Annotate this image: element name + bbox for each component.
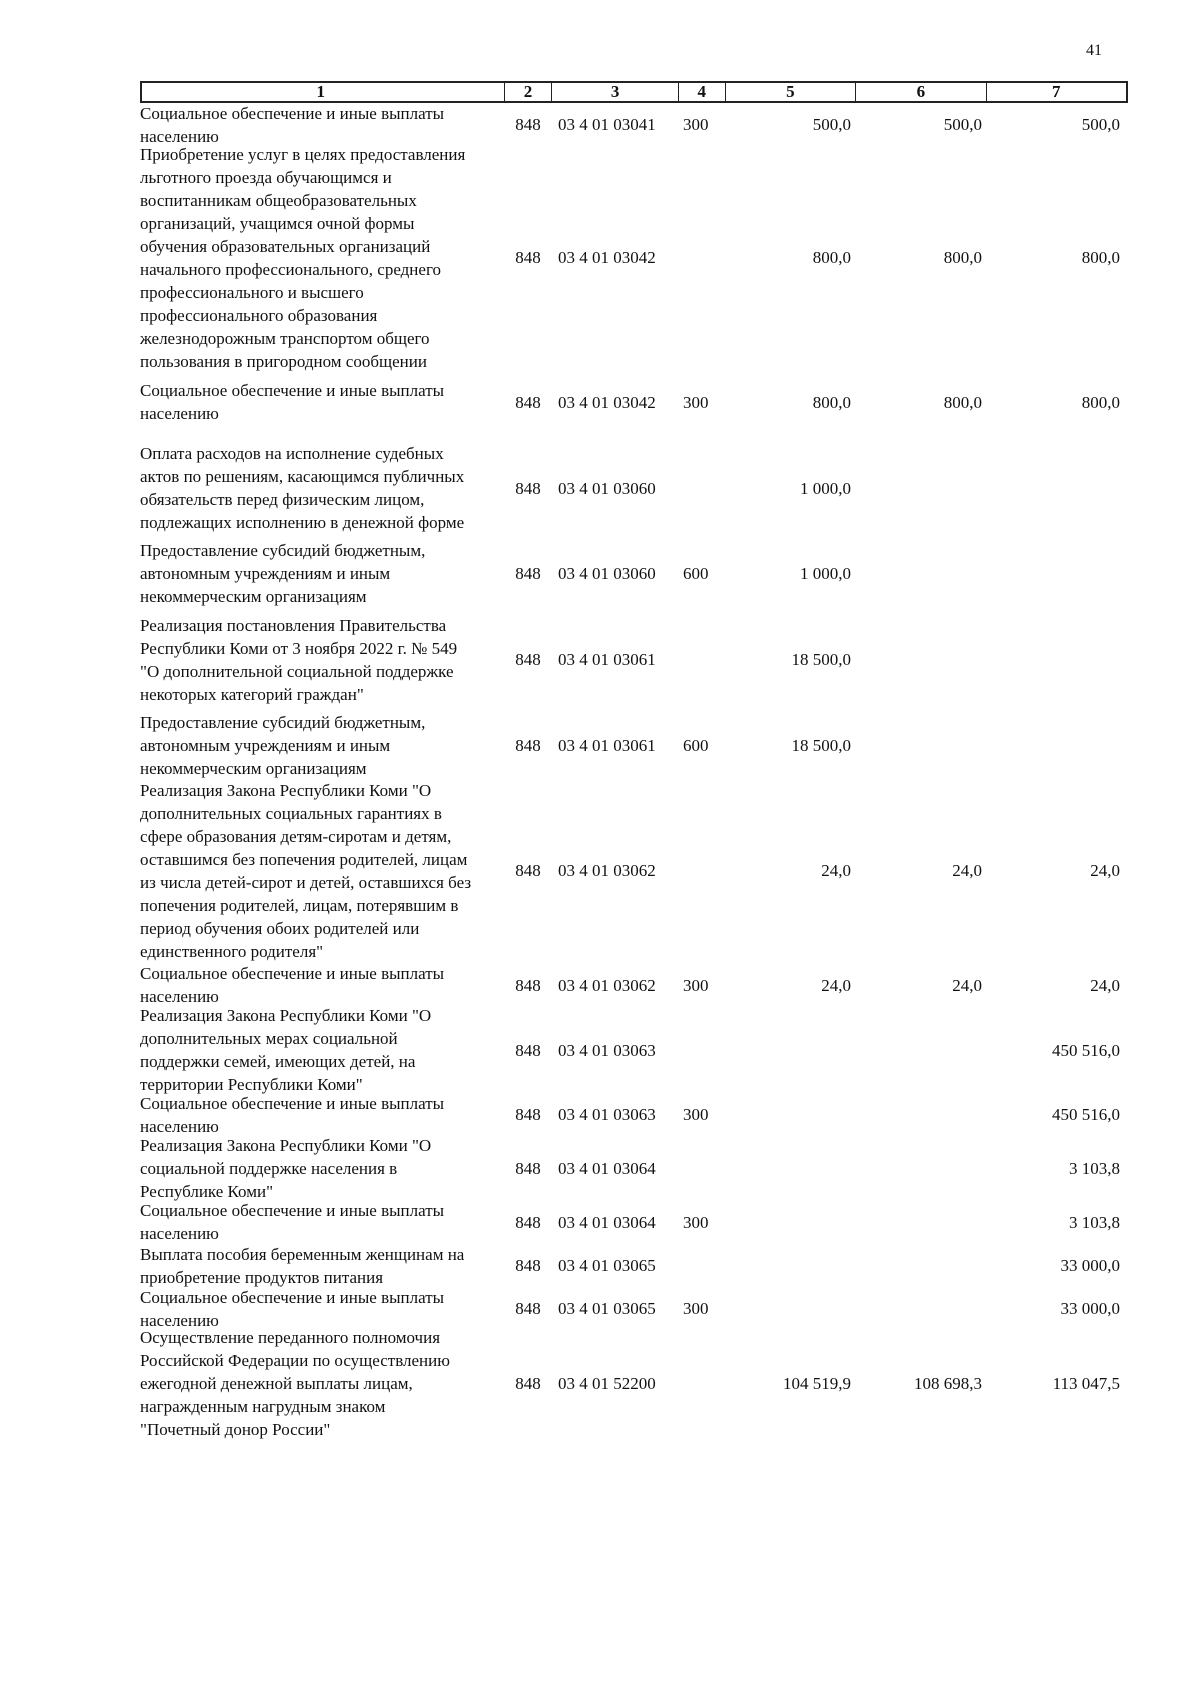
row-cell-c2: 848 bbox=[515, 975, 541, 995]
table-body bbox=[140, 103, 1128, 1437]
row-cell-c2: 848 bbox=[515, 1040, 541, 1060]
row-description: Предоставление субсидий бюджетным, автономным учреждениям и иным некоммерческим организациям bbox=[140, 713, 426, 778]
row-description: Реализация Закона Республики Коми "О социальной поддержке населения в Республике Коми" bbox=[140, 1135, 432, 1201]
row-description: Реализация постановления Правительства Республики Коми от 3 ноября 2022 г. № 549 "О дополнительной социальной поддержке некоторых категорий граждан" bbox=[140, 615, 458, 704]
table-row bbox=[140, 146, 1128, 369]
row-cell-c3: 03 4 01 03062 bbox=[558, 975, 656, 995]
table-row bbox=[140, 103, 1128, 146]
row-cell-c2: 848 bbox=[515, 478, 541, 498]
row-cell-c6: 500,0 bbox=[943, 115, 982, 134]
row-cell-c3: 03 4 01 03063 bbox=[558, 1040, 656, 1060]
row-cell-c2: 848 bbox=[515, 115, 541, 134]
row-cell-c7: 3 103,8 bbox=[1069, 1158, 1120, 1178]
table-header bbox=[140, 81, 1128, 103]
row-cell-c4: 600 bbox=[683, 564, 709, 583]
row-cell-c7: 3 103,8 bbox=[1069, 1212, 1120, 1232]
header-col-3: 3 bbox=[552, 83, 678, 101]
table-row bbox=[140, 606, 1128, 713]
table-row bbox=[140, 369, 1128, 435]
row-cell-c5: 800,0 bbox=[812, 392, 851, 412]
row-cell-c3: 03 4 01 03041 bbox=[558, 115, 656, 134]
row-cell-c5: 104 519,9 bbox=[783, 1374, 851, 1393]
row-description: Приобретение услуг в целях предоставления льготного проезда обучающимся и воспитанникам общеобразовательных организаций, учащимся очной формы обучения образовательных организаций начального профессионального, среднего профессионального и высшего профессионального образования железнодорожным транспортом общего пользования в пригородном сообщении bbox=[140, 144, 466, 371]
table-row bbox=[140, 541, 1128, 606]
row-cell-c5: 18 500,0 bbox=[791, 650, 851, 669]
page-number: 41 bbox=[1086, 42, 1102, 59]
row-cell-c5: 18 500,0 bbox=[791, 736, 851, 755]
row-cell-c3: 03 4 01 03065 bbox=[558, 1299, 656, 1318]
row-description: Выплата пособия беременным женщинам на приобретение продуктов питания bbox=[140, 1244, 465, 1287]
row-cell-c2: 848 bbox=[515, 861, 541, 880]
row-cell-c7: 24,0 bbox=[1090, 975, 1120, 995]
row-cell-c4: 300 bbox=[683, 1105, 709, 1124]
row-cell-c3: 03 4 01 03042 bbox=[558, 248, 656, 267]
row-cell-c5: 1 000,0 bbox=[800, 478, 851, 498]
table-row bbox=[140, 778, 1128, 963]
row-description: Оплата расходов на исполнение судебных актов по решениям, касающимся публичных обязательств перед физическим лицом, подлежащих исполнению в денежной форме bbox=[140, 444, 465, 532]
row-cell-c3: 03 4 01 03062 bbox=[558, 861, 656, 880]
header-col-1: 1 bbox=[142, 83, 505, 101]
row-cell-c6: 800,0 bbox=[943, 248, 982, 267]
row-cell-c2: 848 bbox=[515, 1105, 541, 1124]
row-cell-c5: 500,0 bbox=[812, 115, 851, 134]
row-cell-c4: 300 bbox=[683, 1299, 709, 1318]
row-cell-c7: 24,0 bbox=[1090, 861, 1120, 880]
row-cell-c3: 03 4 01 03065 bbox=[558, 1256, 656, 1275]
row-cell-c5: 24,0 bbox=[821, 861, 851, 880]
table-row bbox=[140, 1330, 1128, 1437]
header-col-2: 2 bbox=[505, 83, 553, 101]
row-cell-c2: 848 bbox=[515, 736, 541, 755]
row-description: Социальное обеспечение и иные выплаты населению bbox=[140, 381, 445, 423]
table-row bbox=[140, 1007, 1128, 1093]
row-description: Предоставление субсидий бюджетным, автономным учреждениям и иным некоммерческим организациям bbox=[140, 541, 426, 606]
row-description: Социальное обеспечение и иные выплаты населению bbox=[140, 964, 445, 1006]
row-cell-c3: 03 4 01 52200 bbox=[558, 1374, 656, 1393]
row-cell-c7: 800,0 bbox=[1081, 392, 1120, 412]
header-col-4: 4 bbox=[679, 83, 726, 101]
table-row bbox=[140, 1136, 1128, 1200]
row-cell-c4: 300 bbox=[683, 115, 709, 134]
row-cell-c5: 1 000,0 bbox=[800, 564, 851, 583]
row-cell-c4: 300 bbox=[683, 1212, 709, 1232]
row-cell-c3: 03 4 01 03060 bbox=[558, 478, 656, 498]
row-cell-c7: 113 047,5 bbox=[1052, 1374, 1120, 1393]
budget-table bbox=[140, 81, 1128, 1437]
table-row bbox=[140, 963, 1128, 1007]
row-cell-c7: 33 000,0 bbox=[1060, 1256, 1120, 1275]
row-cell-c2: 848 bbox=[515, 1256, 541, 1275]
table-row bbox=[140, 1244, 1128, 1287]
table-row bbox=[140, 435, 1128, 541]
row-cell-c2: 848 bbox=[515, 248, 541, 267]
row-cell-c2: 848 bbox=[515, 650, 541, 669]
row-cell-c6: 24,0 bbox=[952, 861, 982, 880]
row-cell-c3: 03 4 01 03061 bbox=[558, 650, 656, 669]
row-cell-c2: 848 bbox=[515, 1299, 541, 1318]
row-cell-c6: 800,0 bbox=[943, 392, 982, 412]
row-cell-c6: 24,0 bbox=[952, 975, 982, 995]
row-cell-c7: 33 000,0 bbox=[1060, 1299, 1120, 1318]
row-description: Социальное обеспечение и иные выплаты населению bbox=[140, 1093, 445, 1136]
row-description: Социальное обеспечение и иные выплаты населению bbox=[140, 1287, 445, 1330]
row-cell-c4: 300 bbox=[683, 975, 709, 995]
row-description: Социальное обеспечение и иные выплаты населению bbox=[140, 1201, 445, 1243]
table-row bbox=[140, 1200, 1128, 1244]
row-cell-c2: 848 bbox=[515, 1158, 541, 1178]
row-cell-c7: 500,0 bbox=[1081, 115, 1120, 134]
row-cell-c3: 03 4 01 03063 bbox=[558, 1105, 656, 1124]
row-description: Социальное обеспечение и иные выплаты населению bbox=[140, 103, 445, 146]
row-cell-c2: 848 bbox=[515, 1212, 541, 1232]
row-description: Осуществление переданного полномочия Российской Федерации по осуществлению ежегодной денежной выплаты лицам, награжденным нагрудным знаком "Почетный донор России" bbox=[140, 1328, 450, 1439]
row-cell-c3: 03 4 01 03060 bbox=[558, 564, 656, 583]
header-col-5: 5 bbox=[726, 83, 856, 101]
row-cell-c2: 848 bbox=[515, 392, 541, 412]
row-cell-c3: 03 4 01 03061 bbox=[558, 736, 656, 755]
row-cell-c3: 03 4 01 03064 bbox=[558, 1212, 656, 1232]
row-cell-c7: 450 516,0 bbox=[1052, 1105, 1120, 1124]
row-cell-c4: 600 bbox=[683, 736, 709, 755]
table-row bbox=[140, 713, 1128, 778]
row-description: Реализация Закона Республики Коми "О дополнительных мерах социальной поддержки семей, имеющих детей, на территории Республики Коми" bbox=[140, 1006, 432, 1094]
row-cell-c7: 450 516,0 bbox=[1052, 1040, 1120, 1060]
row-cell-c2: 848 bbox=[515, 1374, 541, 1393]
row-cell-c6: 108 698,3 bbox=[914, 1374, 982, 1393]
row-description: Реализация Закона Республики Коми "О дополнительных социальных гарантиях в сфере образования детям-сиротам и детям, оставшимся без попечения родителей, лицам из числа детей-сирот и детей, оставшихся без попечения родителей, лицам, потерявшим в период обучения обоих родителей или единственного родителя" bbox=[140, 780, 472, 961]
row-cell-c5: 24,0 bbox=[821, 975, 851, 995]
row-cell-c3: 03 4 01 03064 bbox=[558, 1158, 656, 1178]
row-cell-c3: 03 4 01 03042 bbox=[558, 392, 656, 412]
header-col-6: 6 bbox=[856, 83, 986, 101]
row-cell-c5: 800,0 bbox=[812, 248, 851, 267]
row-cell-c2: 848 bbox=[515, 564, 541, 583]
table-row bbox=[140, 1287, 1128, 1330]
table-row bbox=[140, 1093, 1128, 1136]
row-cell-c7: 800,0 bbox=[1081, 248, 1120, 267]
row-cell-c4: 300 bbox=[683, 392, 709, 412]
header-col-7: 7 bbox=[1052, 82, 1061, 101]
